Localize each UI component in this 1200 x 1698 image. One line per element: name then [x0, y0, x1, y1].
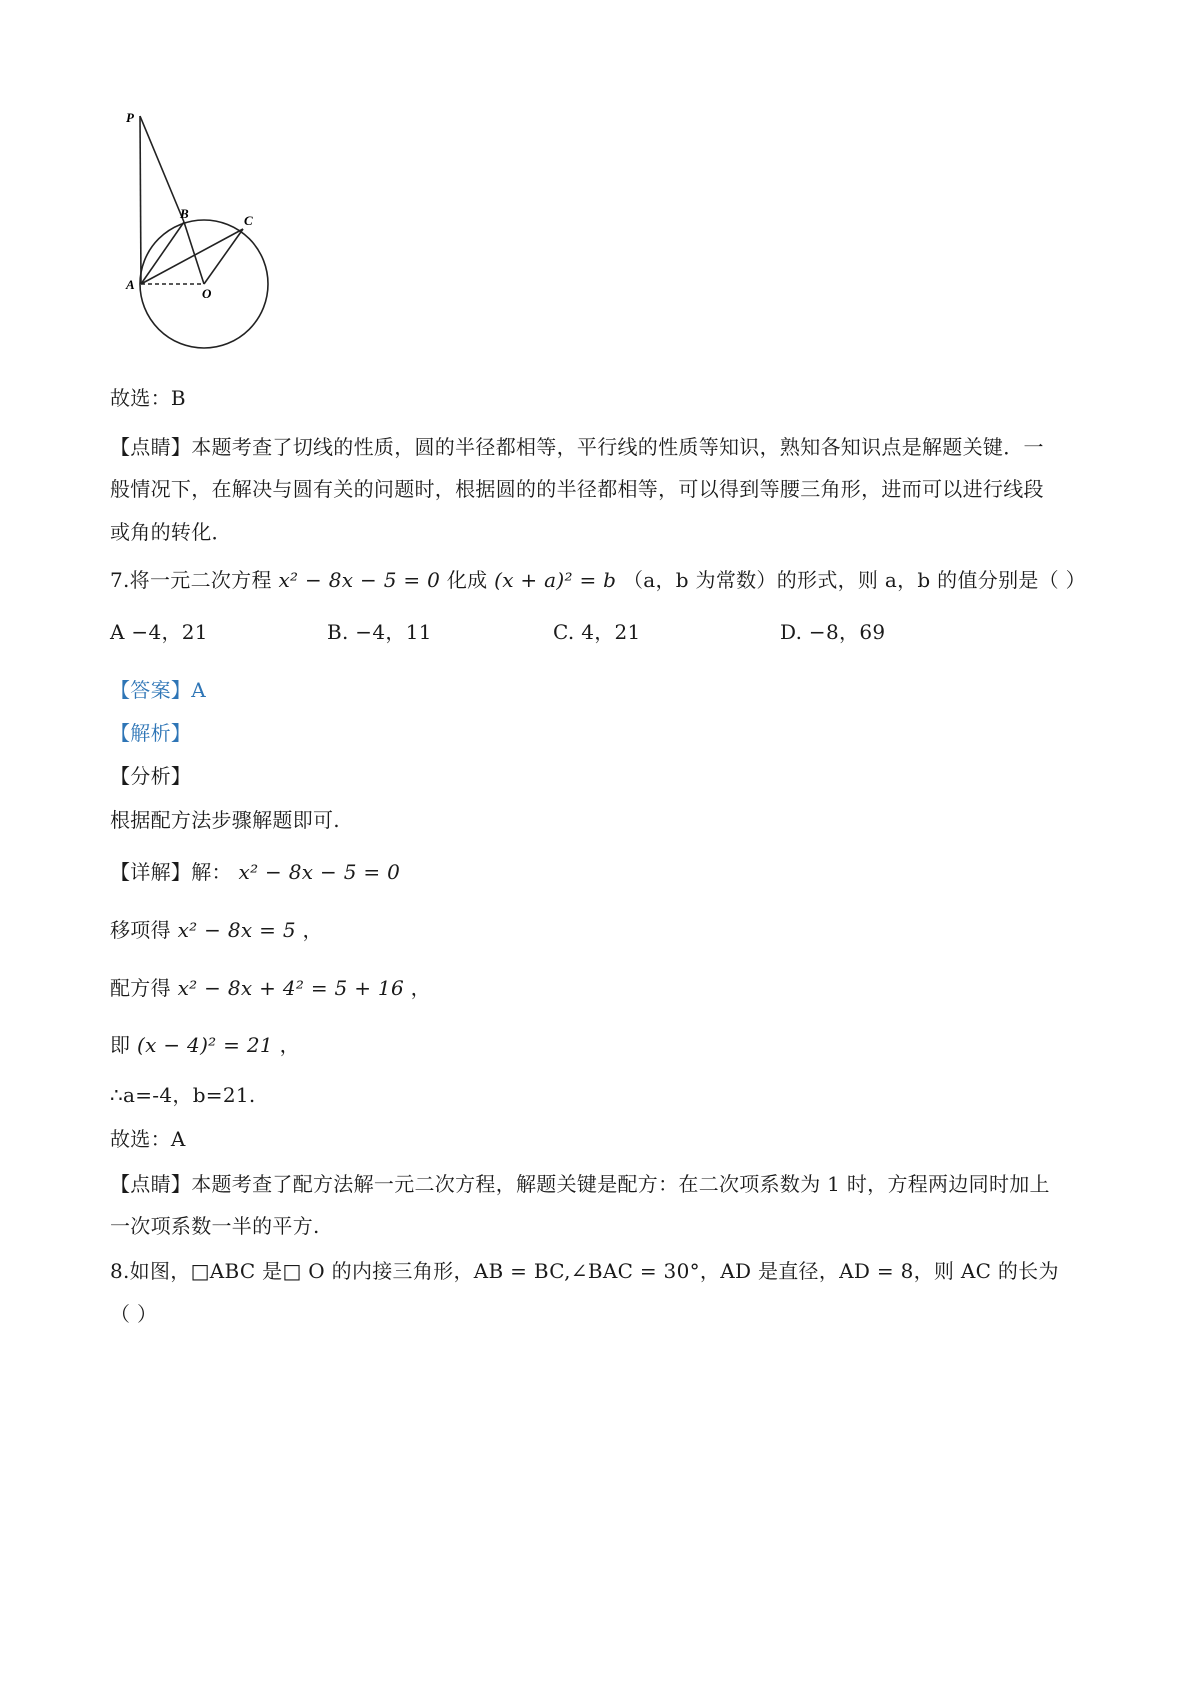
- q7-detail-prefix: 【详解】解：: [110, 860, 232, 884]
- q7-answer: [110, 676, 206, 704]
- q7-detail: [110, 858, 400, 886]
- label-p: P: [126, 110, 134, 125]
- segment-co: [204, 229, 243, 284]
- q7-step-1-suffix: ，: [302, 918, 323, 942]
- q7-option-a: A −4，21: [110, 620, 208, 644]
- q7-step-3-suffix: ，: [279, 1033, 300, 1057]
- q7-stem-mid: 化成: [446, 568, 488, 592]
- prev-comment-line-3: 或角的转化．: [110, 520, 232, 544]
- q7-option-d: D. −8，69: [780, 620, 886, 644]
- q7-step-2-suffix: ，: [410, 976, 431, 1000]
- q7-step-2-prefix: 配方得: [110, 976, 171, 1000]
- q7-answer-text: 【答案】A: [110, 678, 206, 702]
- q7-fenxi-tag: 【分析】: [110, 764, 192, 788]
- q7-comment-line-1: 【点睛】本题考查了配方法解一元二次方程，解题关键是配方：在二次项系数为 1 时，方程两边同时加上: [110, 1172, 1050, 1196]
- q7-choice: 故选：A: [110, 1127, 186, 1151]
- prev-comment-line-1: 【点睛】本题考查了切线的性质，圆的半径都相等，平行线的性质等知识，熟知各知识点是解题关键．一: [110, 435, 1044, 459]
- q7-step-1: [110, 916, 323, 944]
- q7-option-c: C. 4，21: [553, 620, 641, 644]
- q8-stem-line-1: 8.如图，□ABC 是□ O 的内接三角形，AB = BC,∠BAC = 30°，AD 是直径，AD = 8，则 AC 的长为: [110, 1259, 1059, 1283]
- q7-step-3: [110, 1031, 300, 1059]
- q7-step-2-equation: x² − 8x + 4² = 5 + 16: [177, 976, 404, 1000]
- q7-options: [110, 618, 1110, 646]
- q7-equation-1: x² − 8x − 5 = 0: [278, 568, 441, 592]
- q7-step-2: [110, 974, 431, 1002]
- label-b: B: [180, 206, 189, 221]
- q7-stem-paren: （a，b 为常数）的形式，则 a，b 的值分别是（ ）: [622, 568, 1086, 592]
- q7-step-3-equation: (x − 4)² = 21: [136, 1033, 273, 1057]
- segment-bo: [184, 222, 204, 284]
- q7-option-b: B. −4，11: [327, 620, 432, 644]
- prev-comment-line-2: 般情况下，在解决与圆有关的问题时，根据圆的的半径都相等，可以得到等腰三角形，进而可以进行线段: [110, 477, 1044, 501]
- q7-step-1-equation: x² − 8x = 5: [177, 918, 296, 942]
- geometry-figure: [128, 112, 308, 392]
- q7-stem-prefix: 7.将一元二次方程: [110, 568, 272, 592]
- q7-detail-equation: x² − 8x − 5 = 0: [238, 860, 401, 884]
- q7-stem: [110, 566, 1086, 594]
- q7-fenxi-text: 根据配方法步骤解题即可.: [110, 808, 340, 832]
- q7-step-1-prefix: 移项得: [110, 918, 171, 942]
- segment-ac: [141, 229, 243, 284]
- label-c: C: [244, 213, 253, 228]
- segment-pb: [140, 116, 184, 222]
- q7-therefore: ∴a=-4，b=21.: [110, 1083, 256, 1107]
- label-a: A: [126, 277, 135, 292]
- q8-stem-line-2: （ ）: [110, 1302, 158, 1326]
- q7-analysis-tag: 【解析】: [110, 721, 192, 745]
- label-o: O: [202, 286, 212, 301]
- segment-pa: [140, 116, 141, 284]
- q7-comment-line-2: 一次项系数一半的平方.: [110, 1214, 320, 1238]
- q7-equation-2: (x + a)² = b: [494, 568, 617, 592]
- q7-step-3-prefix: 即: [110, 1033, 131, 1057]
- prev-choice: 故选：B: [110, 386, 186, 410]
